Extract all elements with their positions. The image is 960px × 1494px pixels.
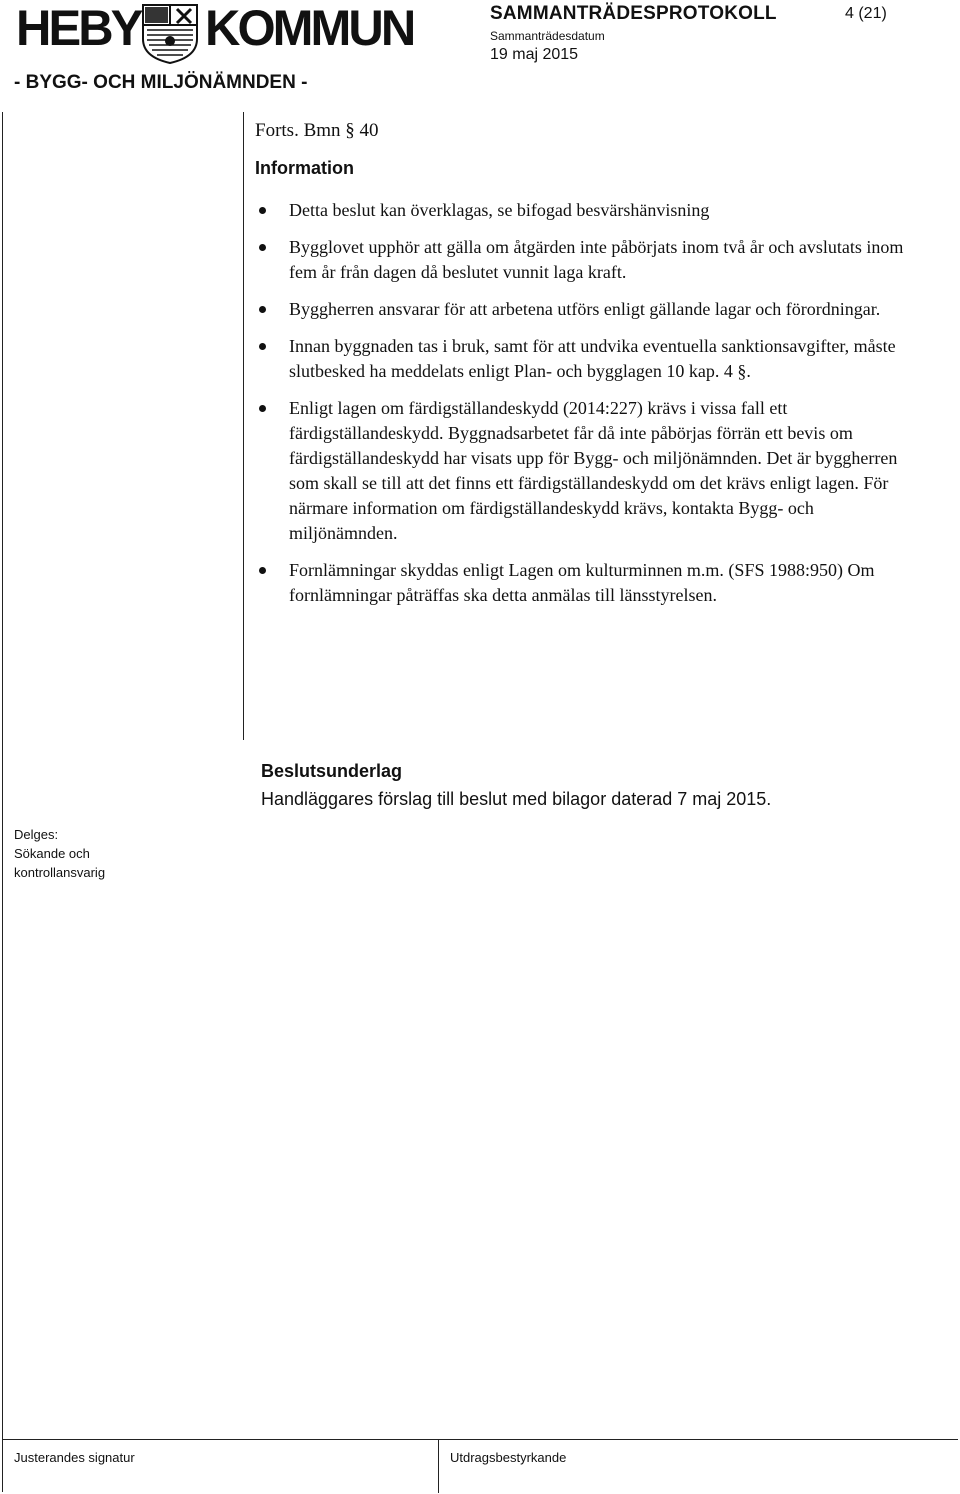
bullet-icon [259,567,266,574]
list-item: Enligt lagen om färdigställandeskydd (2014:227) krävs i vissa fall ett färdigställandeskydd. Byggnadsarbetet får då inte påbörjas förrän ett bevis om färdigställandeskydd har visats upp för Bygg- och miljönämnden. Det är byggherren som skall se till att det finns ett färdigställandeskydd om det krävs enligt lagen. För närmare information om färdigställandeskydd krävs, kontakta Bygg- och miljönämnden. [255,396,925,546]
certification-label: Utdragsbestyrkande [450,1450,567,1465]
continuation-reference: Forts. Bmn § 40 [255,120,379,141]
delges-label: Delges: [14,827,59,842]
recipient-line: Sökande och [14,846,90,861]
bullet-icon [259,244,266,251]
bullet-icon [259,405,266,412]
frame-left-border [2,112,3,1492]
list-item: Byggherren ansvarar för att arbetena utförs enligt gällande lagar och förordningar. [255,297,925,322]
information-heading: Information [255,158,354,178]
logo-heby-text: HEBY [16,0,141,56]
coat-of-arms-icon [141,3,199,65]
frame-column-divider [243,112,244,740]
list-item: Bygglovet upphör att gälla om åtgärden inte påbörjats inom två år och avslutats inom fem år från dagen då beslutet vunnit laga kraft. [255,235,925,285]
recipient-line: kontrollansvarig [14,865,106,880]
page-number: 4 (21) [845,5,887,22]
logo-kommun-text: KOMMUN [205,0,414,56]
bullet-icon [259,207,266,214]
underlag-text: Handläggares förslag till beslut med bilagor daterad 7 maj 2015. [261,789,772,809]
meeting-date: 19 maj 2015 [490,46,579,63]
protocol-title: SAMMANTRÄDESPROTOKOLL [490,3,777,24]
information-list [255,198,925,620]
underlag-heading: Beslutsunderlag [261,761,403,781]
distribution-note [14,825,105,882]
footer-divider [2,1439,958,1440]
list-item: Innan byggnaden tas i bruk, samt för att undvika eventuella sanktionsavgifter, måste slutbesked ha meddelats enligt Plan- och bygglagen 10 kap. 4 §. [255,334,925,384]
list-item: Detta beslut kan överklagas, se bifogad besvärshänvisning [255,198,925,223]
footer-column-divider [438,1439,439,1493]
bullet-icon [259,343,266,350]
department-name: - BYGG- OCH MILJÖNÄMNDEN - [14,72,308,93]
signature-label: Justerandes signatur [14,1450,135,1465]
meeting-date-label: Sammanträdesdatum [490,29,605,43]
bullet-icon [259,306,266,313]
list-item: Fornlämningar skyddas enligt Lagen om kulturminnen m.m. (SFS 1988:950) Om fornlämningar påträffas ska detta anmälas till länsstyrelsen. [255,558,925,608]
